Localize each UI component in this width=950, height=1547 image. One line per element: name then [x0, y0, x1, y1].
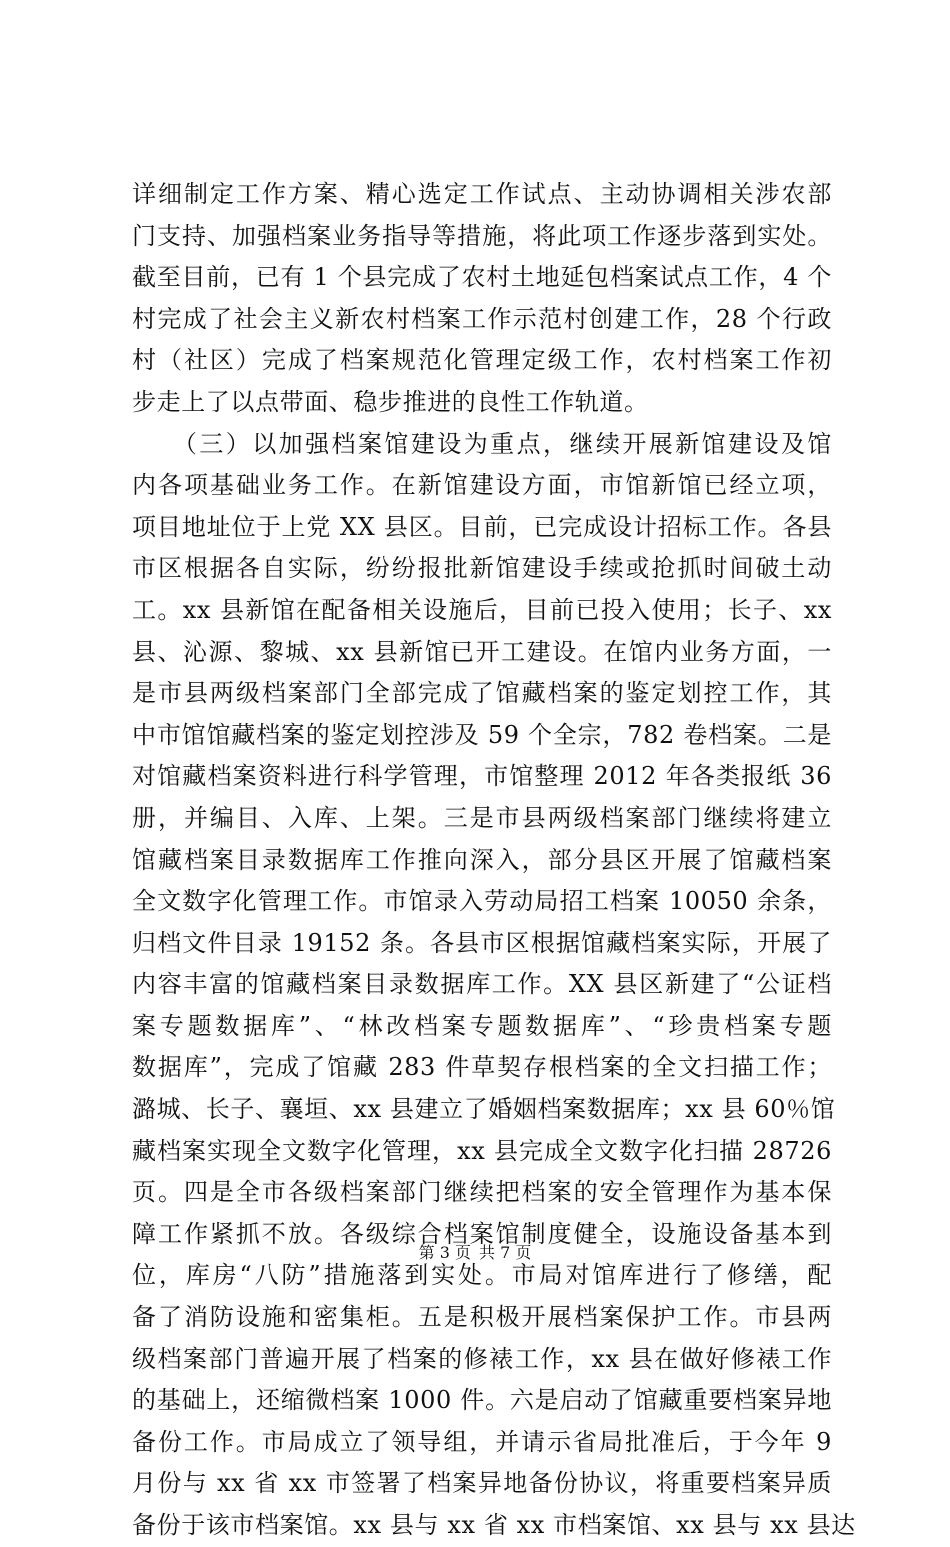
- text-line: 中市馆馆藏档案的鉴定划控涉及 59 个全宗，782 卷档案。二是: [132, 720, 832, 749]
- text-line: 的基础上，还缩微档案 1000 件。六是启动了馆藏重要档案异地: [132, 1386, 832, 1415]
- text-line: 页。四是全市各级档案部门继续把档案的安全管理作为基本保: [132, 1178, 832, 1207]
- text-line: 县、沁源、黎城、xx 县新馆已开工建设。在馆内业务方面，一: [132, 637, 832, 666]
- text-line: 备了消防设施和密集柜。五是积极开展档案保护工作。市县两: [132, 1303, 832, 1332]
- text-line: 备份于该市档案馆。xx 县与 xx 省 xx 市档案馆、xx 县与 xx 县达: [132, 1511, 856, 1539]
- text-line: 内容丰富的馆藏档案目录数据库工作。XX 县区新建了“公证档: [132, 970, 832, 999]
- text-line: 详细制定工作方案、精心选定工作试点、主动协调相关涉农部: [132, 180, 832, 208]
- text-line: 项目地址位于上党 XX 县区。目前，已完成设计招标工作。各县: [132, 512, 832, 541]
- text-line: 数据库”，完成了馆藏 283 件草契存根档案的全文扫描工作；: [132, 1053, 832, 1082]
- page-number: 第 3 页: [418, 1243, 471, 1262]
- text-line: 工。xx 县新馆在配备相关设施后，目前已投入使用；长子、xx: [132, 595, 832, 624]
- page-footer: [0, 1243, 950, 1263]
- text-line: 截至目前，已有 1 个县完成了农村土地延包档案试点工作，4 个: [132, 263, 832, 292]
- text-line: 归档文件目录 19152 条。各县市区根据馆藏档案实际，开展了: [132, 928, 832, 957]
- text-line: 村完成了社会主义新农村档案工作示范村创建工作，28 个行政: [132, 304, 832, 333]
- text-line: 月份与 xx 省 xx 市签署了档案异地备份协议，将重要档案异质: [132, 1469, 832, 1498]
- text-line: （三）以加强档案馆建设为重点，继续开展新馆建设及馆: [132, 429, 832, 458]
- text-line: 备份工作。市局成立了领导组，并请示省局批准后，于今年 9: [132, 1427, 832, 1456]
- text-line: 内各项基础业务工作。在新馆建设方面，市馆新馆已经立项，: [132, 471, 832, 500]
- text-line: 册，并编目、入库、上架。三是市县两级档案部门继续将建立: [132, 803, 832, 832]
- text-line: 对馆藏档案资料进行科学管理，市馆整理 2012 年各类报纸 36: [132, 762, 832, 791]
- text-line: 全文数字化管理工作。市馆录入劳动局招工档案 10050 余条，: [132, 887, 832, 916]
- text-line: 藏档案实现全文数字化管理，xx 县完成全文数字化扫描 28726: [132, 1136, 832, 1165]
- text-line: 门支持、加强档案业务指导等措施，将此项工作逐步落到实处。: [132, 221, 832, 250]
- text-line: 障工作紧抓不放。各级综合档案馆制度健全，设施设备基本到: [132, 1219, 832, 1248]
- total-pages: 共 7 页: [479, 1243, 532, 1262]
- text-line: 是市县两级档案部门全部完成了馆藏档案的鉴定划控工作，其: [132, 679, 832, 708]
- text-line: 步走上了以点带面、稳步推进的良性工作轨道。: [132, 387, 649, 416]
- body-text: [132, 174, 856, 1547]
- text-line: 市区根据各自实际，纷纷报批新馆建设手续或抢抓时间破土动: [132, 554, 832, 583]
- text-line: 案专题数据库”、“林改档案专题数据库”、“珍贵档案专题: [132, 1011, 832, 1040]
- text-line: 潞城、长子、襄垣、xx 县建立了婚姻档案数据库；xx 县 60％馆: [132, 1095, 836, 1124]
- text-line: 级档案部门普遍开展了档案的修裱工作，xx 县在做好修裱工作: [132, 1344, 832, 1373]
- text-line: 位，库房“八防”措施落到实处。市局对馆库进行了修缮，配: [132, 1261, 832, 1290]
- text-line: 馆藏档案目录数据库工作推向深入，部分县区开展了馆藏档案: [132, 845, 832, 874]
- text-line: 村（社区）完成了档案规范化管理定级工作，农村档案工作初: [132, 346, 832, 375]
